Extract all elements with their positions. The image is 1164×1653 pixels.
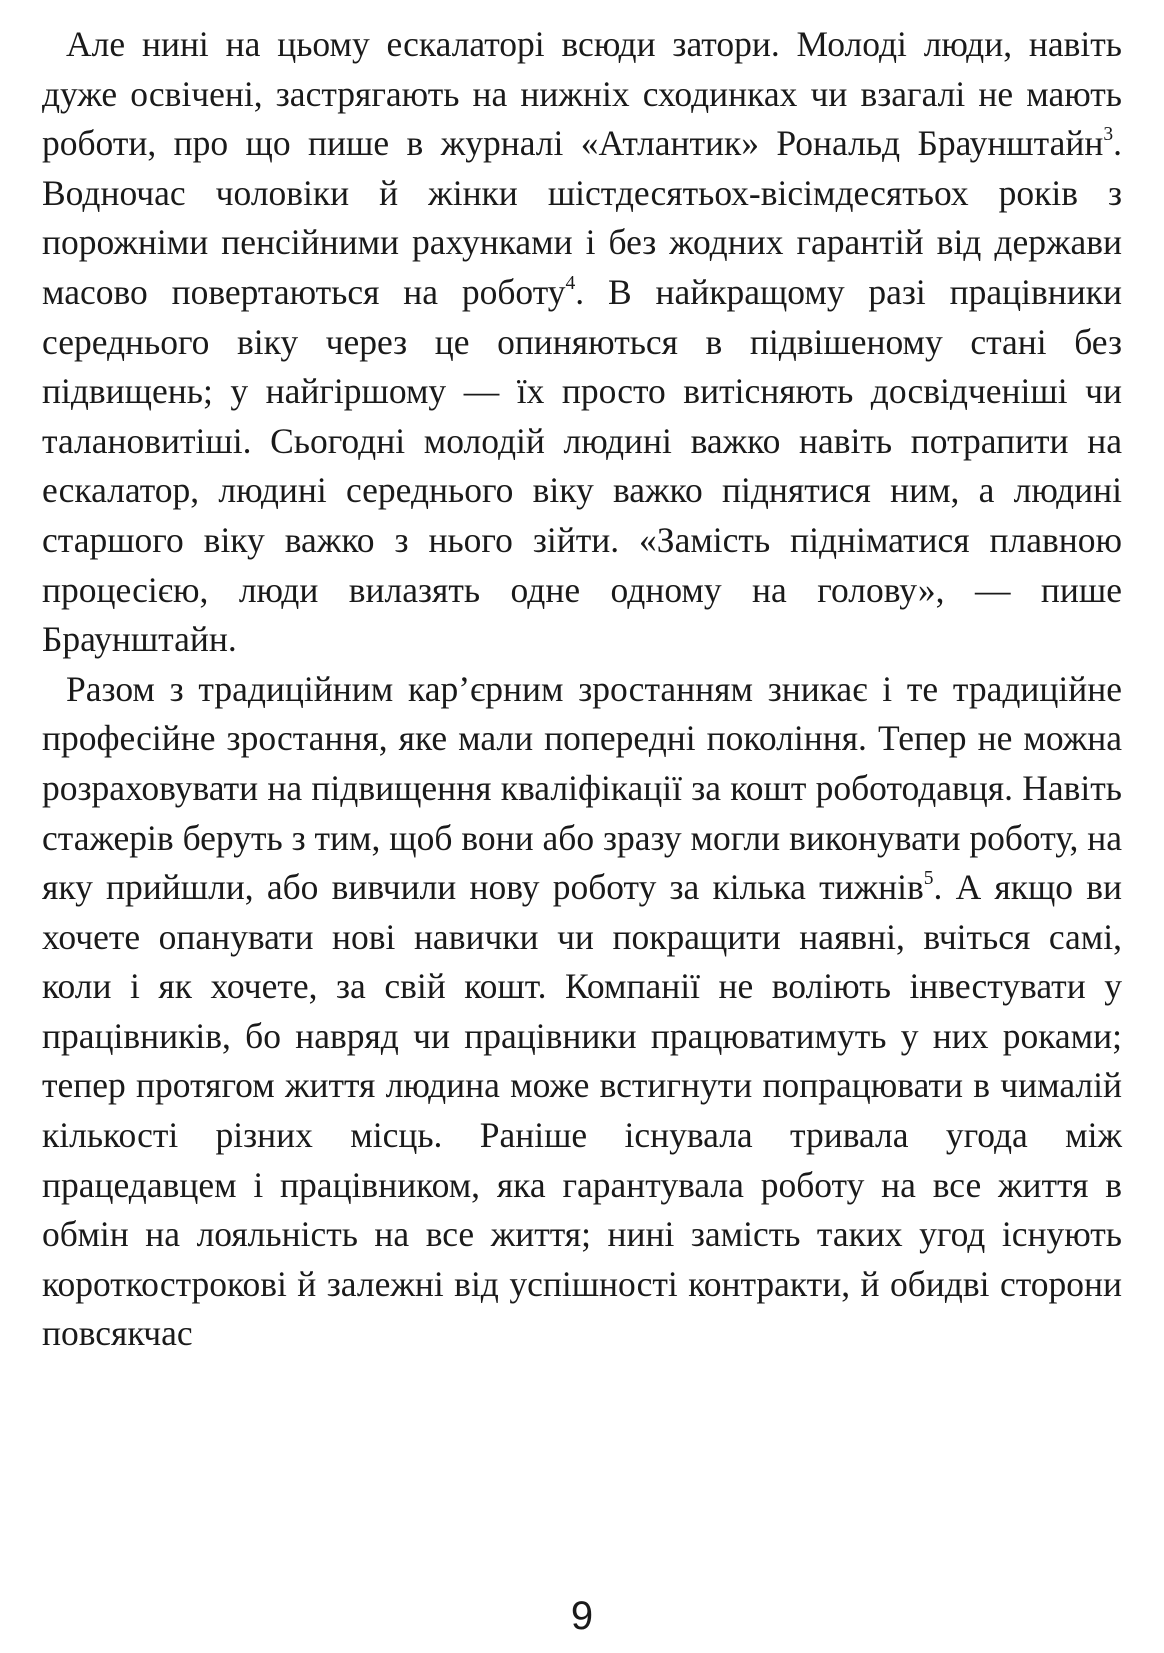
paragraph-2: [42, 665, 1122, 1359]
paragraph-1-text-b: . Водночас чоловіки й жінки шістдесятьох-вісімдесятьох років з порожніми пенсійними рахунками і без жодних гарантій від держави масово повертаються на роботу: [42, 123, 1122, 312]
paragraph-1-text-c: . В найкращому разі працівники середнього віку через це опиняються в підвішеному стані без підвищень; у найгіршому — їх просто витісняють досвідченіші чи талановитіші. Сьогодні молодій людині важко навіть потрапити на ескалатор, людині середнього віку важко піднятися ним, а людині старшого віку важко з нього зійти. «Замість підніматися плавною процесією, люди вилазять одне одному на голову», — пише Браунштайн.: [42, 271, 1122, 660]
paragraph-1: [42, 20, 1122, 665]
footnote-ref-5[interactable]: 5: [923, 868, 934, 890]
footnote-ref-4[interactable]: 4: [565, 273, 576, 295]
footnote-ref-3[interactable]: 3: [1103, 124, 1114, 146]
paragraph-2-text-b: . А якщо ви хочете опанувати нові навички чи покращити наявні, вчіться самі, коли і як хочете, за свій кошт. Компанії не воліють інвестувати у працівників, бо навряд чи працівники працюватимуть у них роками; тепер протягом життя людина може встигнути попрацювати в чималій кількості різних місць. Раніше існувала тривала угода між працедавцем і працівником, яка гарантувала роботу на все життя в обмін на лояльність на все життя; нині замість таких угод існують короткострокові й залежні від успішності контракти, й обидві сторони повсякчас: [42, 867, 1122, 1354]
paragraph-2-text-a: Разом з традиційним кар’єрним зростанням зникає і те традиційне професійне зростання, яке мали попередні покоління. Тепер не можна розраховувати на підвищення кваліфікації за кошт роботодавця. Навіть стажерів беруть з тим, щоб вони або зразу могли виконувати роботу, на яку прийшли, або вивчили нову роботу за кілька тижнів: [42, 668, 1122, 908]
page-number: 9: [570, 1594, 594, 1638]
paragraph-1-text-a: Але нині на цьому ескалаторі всюди затори. Молоді люди, навіть дуже освічені, застрягають на нижніх сходинках чи взагалі не мають роботи, про що пише в журналі «Атлантик» Рональд Браунштайн: [42, 24, 1122, 164]
page-body: [42, 20, 1122, 1590]
